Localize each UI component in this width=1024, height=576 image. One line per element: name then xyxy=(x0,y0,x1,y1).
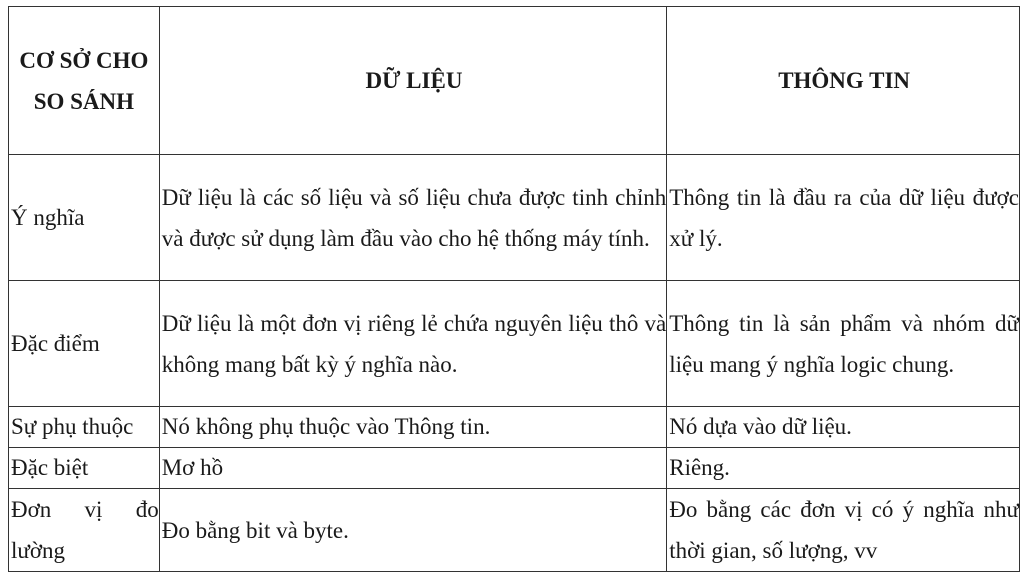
row-data: Đo bằng bit và byte. xyxy=(159,489,667,572)
row-basis: Đơn vị đo lường xyxy=(9,489,160,572)
table-row xyxy=(9,281,1020,407)
row-basis: Đặc điểm xyxy=(9,281,160,407)
row-information: Nó dựa vào dữ liệu. xyxy=(667,407,1020,448)
row-basis: Sự phụ thuộc xyxy=(9,407,160,448)
comparison-table xyxy=(8,6,1020,572)
header-information: THÔNG TIN xyxy=(667,7,1020,155)
table-row xyxy=(9,489,1020,572)
table-row xyxy=(9,448,1020,489)
row-data: Mơ hồ xyxy=(159,448,667,489)
row-data: Dữ liệu là các số liệu và số liệu chưa được tinh chỉnh và được sử dụng làm đầu vào cho hệ thống máy tính. xyxy=(159,155,667,281)
row-basis: Ý nghĩa xyxy=(9,155,160,281)
row-information: Riêng. xyxy=(667,448,1020,489)
header-basis: CƠ SỞ CHO SO SÁNH xyxy=(9,7,160,155)
table-row xyxy=(9,155,1020,281)
header-data: DỮ LIỆU xyxy=(159,7,667,155)
row-information: Đo bằng các đơn vị có ý nghĩa như thời gian, số lượng, vv xyxy=(667,489,1020,572)
row-basis: Đặc biệt xyxy=(9,448,160,489)
table-header-row xyxy=(9,7,1020,155)
row-information: Thông tin là sản phẩm và nhóm dữ liệu mang ý nghĩa logic chung. xyxy=(667,281,1020,407)
row-data: Dữ liệu là một đơn vị riêng lẻ chứa nguyên liệu thô và không mang bất kỳ ý nghĩa nào. xyxy=(159,281,667,407)
row-information: Thông tin là đầu ra của dữ liệu được xử lý. xyxy=(667,155,1020,281)
row-data: Nó không phụ thuộc vào Thông tin. xyxy=(159,407,667,448)
table-row xyxy=(9,407,1020,448)
